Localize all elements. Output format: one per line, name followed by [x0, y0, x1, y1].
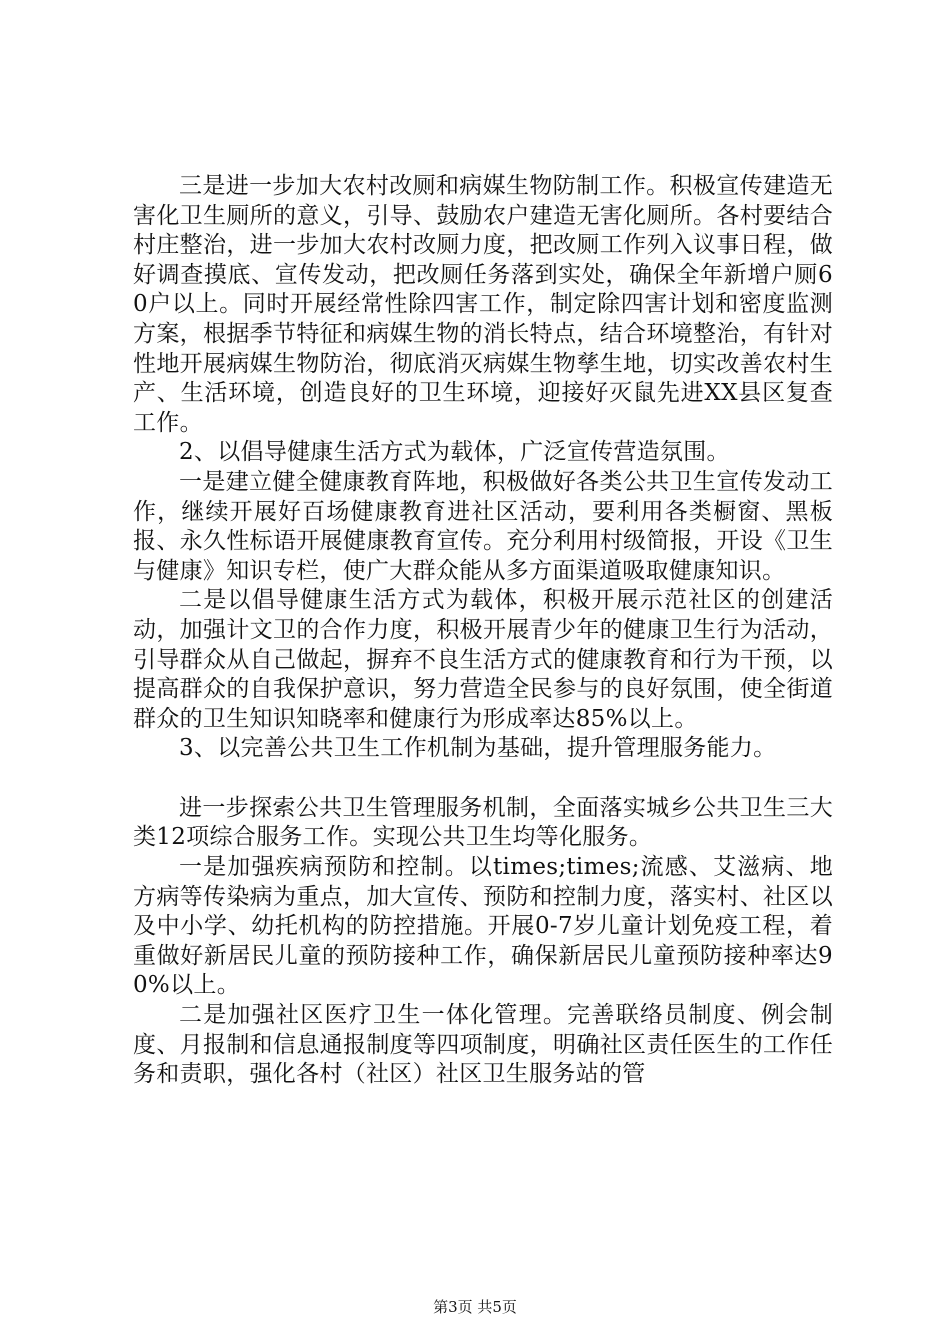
- paragraph-public-health-mechanism: 进一步探索公共卫生管理服务机制，全面落实城乡公共卫生三大类12项综合服务工作。实现公共卫生均等化服务。: [133, 794, 833, 851]
- paragraph-healthy-lifestyle: 二是以倡导健康生活方式为载体，积极开展示范社区的创建活动，加强计文卫的合作力度，积极开展青少年的健康卫生行为活动，引导群众从自己做起，摒弃不良生活方式的健康教育和行为干预，以提高群众的自我保护意识，努力营造全民参与的良好氛围，使全街道群众的卫生知识知晓率和健康行为形成率达85%以上。: [133, 587, 833, 732]
- page-number: 第3页 共5页: [433, 1298, 517, 1316]
- page-footer: [0, 1297, 950, 1317]
- section-heading-3: 3、以完善公共卫生工作机制为基础，提升管理服务能力。: [179, 735, 777, 762]
- blank-line: [133, 764, 833, 794]
- paragraph-community-medical: 二是加强社区医疗卫生一体化管理。完善联络员制度、例会制度、月报制和信息通报制度等四项制度，明确社区责任医生的工作任务和责职，强化各村（社区）社区卫生服务站的管: [133, 1002, 833, 1088]
- paragraph-rural-toilet-reform: 三是进一步加大农村改厕和病媒生物防制工作。积极宣传建造无害化卫生厕所的意义，引导、鼓励农户建造无害化厕所。各村要结合村庄整治，进一步加大农村改厕力度，把改厕工作列入议事日程，做好调查摸底、宣传发动，把改厕任务落到实处，确保全年新增户厕60户以上。同时开展经常性除四害工作，制定除四害计划和密度监测方案，根据季节特征和病媒生物的消长特点，结合环境整治，有针对性地开展病媒生物防治，彻底消灭病媒生物孳生地，切实改善农村生产、生活环境，创造良好的卫生环境，迎接好灭鼠先进XX县区复查工作。: [133, 173, 833, 436]
- document-body: [133, 172, 833, 1090]
- section-heading-2: 2、以倡导健康生活方式为载体，广泛宣传营造氛围。: [179, 439, 730, 466]
- paragraph-health-education: 一是建立健全健康教育阵地，积极做好各类公共卫生宣传发动工作，继续开展好百场健康教育进社区活动，要利用各类橱窗、黑板报、永久性标语开展健康教育宣传。充分利用村级简报，开设《卫生与健康》知识专栏，使广大群众能从多方面渠道吸取健康知识。: [133, 468, 833, 584]
- paragraph-disease-prevention: 一是加强疾病预防和控制。以times;times;流感、艾滋病、地方病等传染病为重点，加大宣传、预防和控制力度，落实村、社区以及中小学、幼托机构的防控措施。开展0-7岁儿童计划免疫工程，着重做好新居民儿童的预防接种工作，确保新居民儿童预防接种率达90%以上。: [133, 854, 833, 999]
